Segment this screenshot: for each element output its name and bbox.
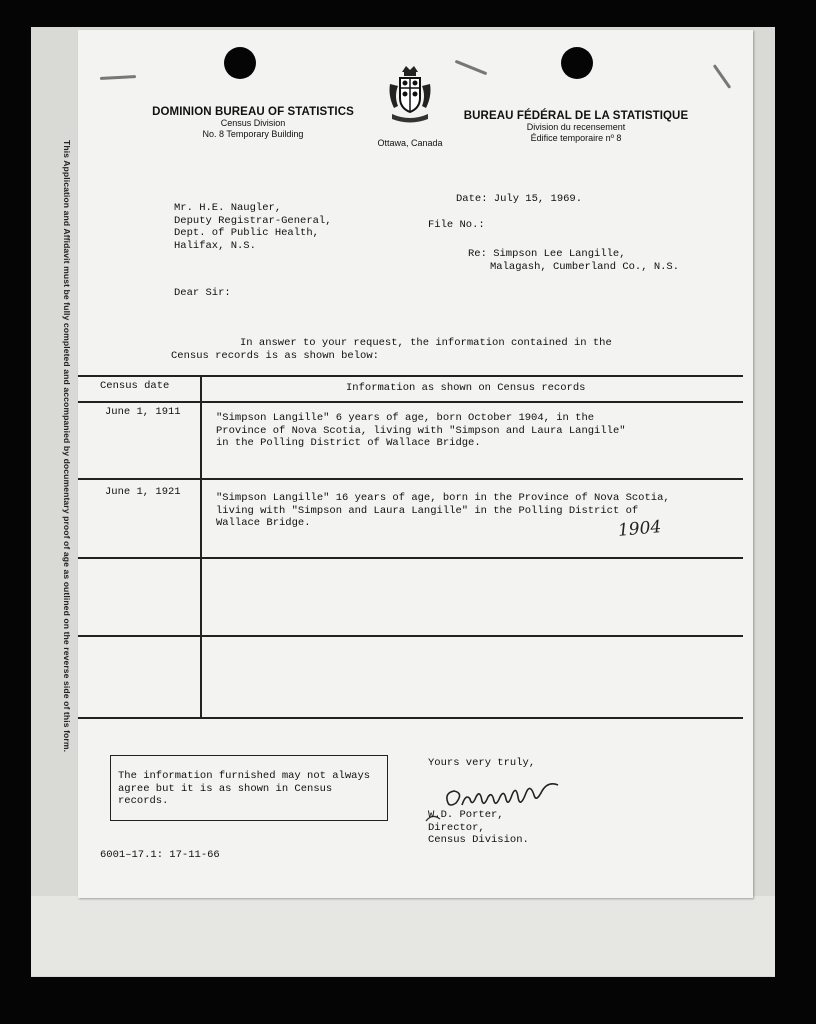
staple-left	[100, 75, 136, 80]
building-fr: Édifice temporaire nº 8	[530, 133, 622, 143]
staple-center	[455, 60, 488, 76]
director-division: Census Division.	[428, 834, 529, 846]
bureau-title-en: DOMINION BUREAU OF STATISTICS	[152, 106, 354, 118]
handwritten-year: 1904	[617, 517, 663, 541]
row-1-date: June 1, 1911	[105, 406, 181, 418]
coat-of-arms-icon	[386, 64, 434, 126]
director-name: W.D. Porter,	[428, 809, 504, 821]
recipient-name: Mr. H.E. Naugler,	[174, 202, 282, 214]
header-french	[456, 110, 696, 144]
re-line-2: Malagash, Cumberland Co., N.S.	[490, 261, 680, 273]
table-header-date: Census date	[100, 380, 170, 392]
background-form-bottom	[31, 896, 775, 976]
table-header-info: Information as shown on Census records	[346, 382, 586, 394]
bureau-title-fr: BUREAU FÉDÉRAL DE LA STATISTIQUE	[463, 110, 689, 122]
file-number: File No.:	[428, 219, 485, 231]
intro-line-1: In answer to your request, the information contained in the	[240, 337, 612, 349]
side-instruction-text: This Application and Affidavit must be fully completed and accompanied by documentary proof of age as outlined on the reverse side of this form.	[62, 140, 72, 753]
division-en: Census Division	[220, 118, 286, 128]
form-code: 6001–17.1: 17-11-66	[100, 849, 220, 861]
staple-right	[713, 64, 732, 89]
row-1-info: "Simpson Langille" 6 years of age, born October 1904, in the Province of Nova Scotia, living with "Simpson and Laura Langille" in the Polling District of Wallace Bridge.	[216, 412, 626, 449]
division-fr: Division du recensement	[526, 122, 626, 132]
punch-hole-left	[224, 47, 256, 79]
letter-date: Date: July 15, 1969.	[456, 193, 583, 205]
census-letter	[78, 30, 753, 898]
valediction: Yours very truly,	[428, 757, 536, 769]
director-title: Director,	[428, 821, 485, 834]
row-2-date: June 1, 1921	[105, 486, 181, 498]
row-2-info: "Simpson Langille" 16 years of age, born in the Province of Nova Scotia, living with "Simpson and Laura Langille" in the Polling District of Wallace Bridge.	[216, 492, 670, 529]
re-line-1: Re: Simpson Lee Langille,	[468, 248, 626, 260]
punch-hole-right	[561, 47, 593, 79]
city-label: Ottawa, Canada	[377, 138, 443, 148]
director-block	[428, 809, 529, 847]
recipient-address	[174, 202, 332, 252]
building-en: No. 8 Temporary Building	[202, 129, 304, 139]
side-instruction	[58, 140, 74, 920]
salutation: Dear Sir:	[174, 287, 231, 299]
header-english	[142, 106, 364, 140]
notice-box	[110, 755, 388, 821]
header-city	[350, 138, 470, 149]
recipient-dept: Dept. of Public Health,	[174, 227, 319, 239]
recipient-title: Deputy Registrar-General,	[174, 214, 332, 227]
notice-text: The information furnished may not always agree but it is as shown in Census records.	[118, 770, 371, 807]
recipient-city: Halifax, N.S.	[174, 239, 256, 252]
intro-line-2: Census records is as shown below:	[171, 350, 379, 362]
